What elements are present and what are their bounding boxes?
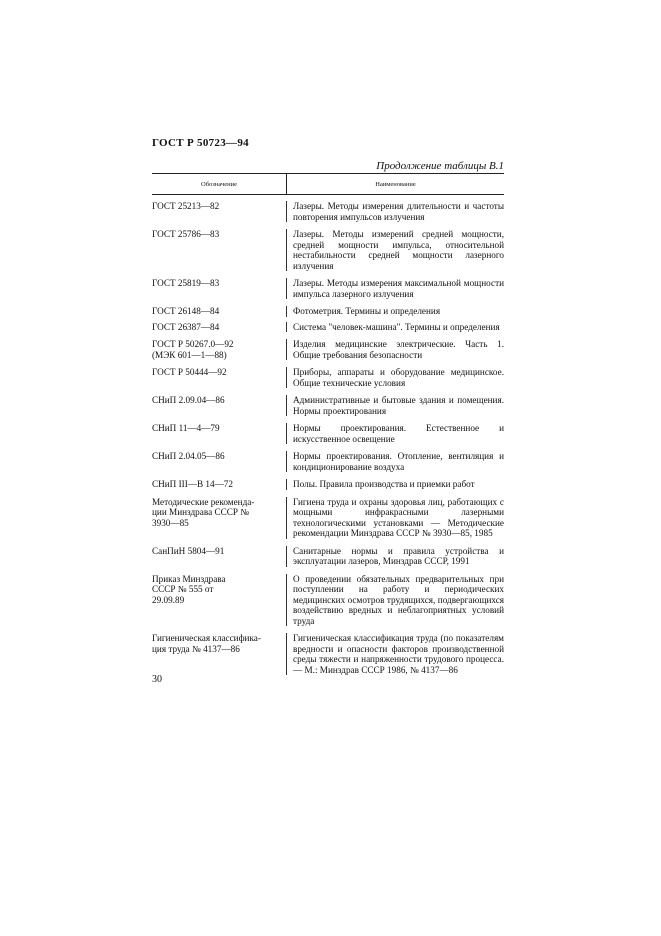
table-row [152,367,504,395]
table-row [152,546,504,574]
name-cell: Система "человек-машина". Термины и определения [286,322,504,333]
table-header [152,174,504,195]
designation-cell: ГОСТ Р 50444—92 [152,367,227,377]
name-cell: Нормы проектирования. Естественное и искусственное освещение [286,423,504,444]
name-cell: Санитарные нормы и правила устройства и эксплуатации лазеров, Минздрав СССР, 1991 [286,546,504,567]
designation-cell: СНиП 2.04.05—86 [152,451,225,461]
page-number: 30 [152,674,162,685]
name-cell: Административные и бытовые здания и помещения. Нормы проектирования [286,395,504,416]
designation-cell: СНиП III—В 14—72 [152,479,233,489]
designation-cell: ГОСТ 25213—82 [152,201,220,211]
name-cell: Лазеры. Методы измерения длительности и частоты повторения импульсов излучения [286,201,504,222]
designation-cell: ГОСТ Р 50267.0—92 (МЭК 601—1—88) [152,339,234,360]
table-row [152,306,504,322]
table-row [152,339,504,367]
name-cell: Гигиена труда и охраны здоровья лиц, работающих с мощными инфракрасными лазерными технологическими установками — Методические рекомендации Минздрава СССР № 3930—85, 1985 [286,497,504,539]
designation-cell: Методические рекоменда- ции Минздрава СССР № 3930—85 [152,496,255,528]
name-cell: Нормы проектирования. Отопление, вентиляция и кондиционирование воздуха [286,451,504,472]
column-header-designation: Обозначение [201,180,237,188]
table-row [152,278,504,306]
table-row [152,201,504,229]
table-body [152,195,504,675]
designation-cell: СанПиН 5804—91 [152,545,225,556]
name-cell: Приборы, аппараты и оборудование медицинское. Общие технические условия [286,367,504,388]
designation-cell: Гигиеническая классифика- ция труда № 4137—86 [152,633,261,654]
table-continuation-caption: Продолжение таблицы В.1 [376,160,504,172]
reference-table [152,173,504,675]
table-row [152,322,504,340]
designation-cell: ГОСТ 26387—84 [152,321,220,332]
document-code: ГОСТ Р 50723—94 [152,137,249,149]
table-row [152,479,504,497]
table-row [152,633,504,675]
designation-cell: ГОСТ 25786—83 [152,229,220,239]
name-cell: Лазеры. Методы измерений средней мощности, средней мощности импульса, относительной нестабильности средней мощности лазерного излучения [286,229,504,271]
name-cell: О проведении обязательных предварительных при поступлении на работу и периодических медицинских осмотров трудящихся, подвергающихся воздействию вредных и неблагоприятных условий труда [286,574,504,627]
designation-cell: Приказ Минздрава СССР № 555 от 29.09.89 [152,573,226,605]
table-row [152,229,504,278]
name-cell: Фотометрия. Термины и определения [286,306,504,317]
name-cell: Изделия медицинские электрические. Часть 1. Общие требования безопасности [286,339,504,360]
table-row [152,423,504,451]
table-row [152,451,504,479]
name-cell: Полы. Правила производства и приемки работ [286,479,504,490]
column-header-name: Наименование [286,174,504,194]
designation-cell: СНиП 11—4—79 [152,423,220,433]
table-row [152,574,504,634]
name-cell: Лазеры. Методы измерения максимальной мощности импульса лазерного излучения [286,278,504,299]
table-row [152,497,504,546]
designation-cell: ГОСТ 25819—83 [152,278,220,288]
table-row [152,395,504,423]
name-cell: Гигиеническая классификация труда (по показателям вредности и опасности факторов производственной среды тяжести и напряженности трудового процесса. — М.: Минздрав СССР 1986, № 4137—86 [286,633,504,675]
designation-cell: ГОСТ 26148—84 [152,306,220,316]
designation-cell: СНиП 2.09.04—86 [152,395,225,405]
